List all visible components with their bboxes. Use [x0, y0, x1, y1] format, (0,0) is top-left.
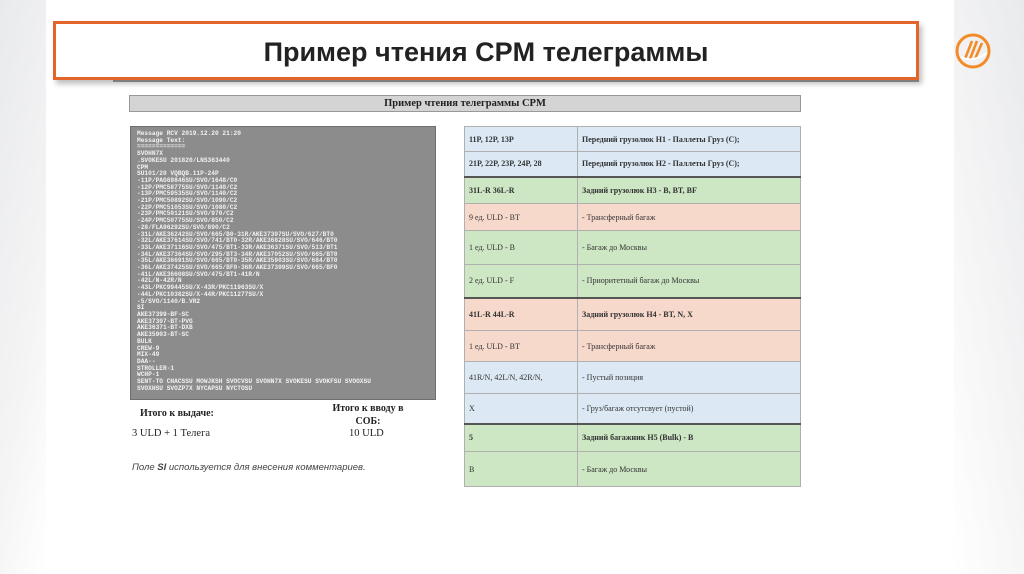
legend-row [465, 424, 801, 452]
aeroflot-logo-icon [955, 33, 991, 69]
legend-row [465, 452, 801, 487]
telegram-line: -13P/PMC59535SU/SVO/1140/C2 [137, 190, 238, 198]
telegram-line: -23P/PMC50121SU/SVO/970/C2 [137, 210, 234, 218]
telegram-line: BULK [137, 337, 152, 345]
legend-row [465, 394, 801, 424]
legend-row [465, 177, 801, 204]
telegram-line: AKE37307-BT-PVG [137, 317, 193, 325]
legend-code: 31L-R 36L-R [465, 177, 578, 204]
telegram-line: STROLLER-1 [137, 364, 175, 372]
cpm-legend-table [464, 126, 801, 487]
telegram-line: SVOXHSU SVOZP7X NYCAPSU NYCTOSU [137, 384, 253, 392]
note-suffix: используется для внесения комментариев. [168, 462, 366, 473]
legend-description: - Трансферный багаж [578, 331, 801, 362]
legend-row [465, 265, 801, 298]
telegram-line: MIX-49 [137, 351, 160, 359]
telegram-line: SU101/20 VQBQB.11P-24P [137, 170, 219, 178]
legend-code: 1 ед. ULD - B [465, 231, 578, 265]
note-prefix: Поле [132, 462, 155, 473]
note-field: SI [157, 462, 167, 473]
legend-code: B [465, 452, 578, 487]
legend-code: 9 ед. ULD - BT [465, 204, 578, 231]
legend-description: - Трансферный багаж [578, 204, 801, 231]
legend-description: Задний грузолюк H3 - B, BT, BF [578, 177, 801, 204]
telegram-line: AKE36371-BT-DXB [137, 324, 193, 332]
telegram-line: -36L/AKE37425SU/SVO/665/BF0-36R/AKE37399SU/SVO/665/BF0 [137, 264, 338, 272]
telegram-line: -33L/AKE37116SU/SVO/475/BT1-33R/AKE36371SU/SVO/513/BT1 [137, 243, 338, 251]
legend-code: 2 ед. ULD - F [465, 265, 578, 298]
input-total-value: 10 ULD [349, 428, 384, 439]
telegram-line: -22P/PMC51053SU/SVO/1080/C2 [137, 203, 238, 211]
input-total-label: Итого к вводу в СОБ: [332, 403, 404, 427]
telegram-line: -31L/AKE36242SU/SVO/665/B0-31R/AKE37307SU/SVO/627/BT0 [137, 230, 334, 238]
legend-description: - Пустый позиция [578, 362, 801, 394]
legend-code: 41L-R 44L-R [465, 298, 578, 331]
telegram-line: .SVOKESU 201820/LNS363440 [137, 156, 230, 164]
slide-title-box [53, 21, 919, 80]
telegram-line: SVOHN7X [137, 150, 163, 158]
telegram-line: -43L/PKC99445SU/X-43R/PKC11963SU/X [137, 284, 264, 292]
telegram-line: Message RCV 2019.12.20 21:20 [137, 130, 241, 137]
issue-total-value: 3 ULD + 1 Телега [132, 428, 211, 439]
telegram-line: -11P/PAG69846SU/SVO/1648/C0 [137, 176, 238, 184]
legend-code: 1 ед. ULD - BT [465, 331, 578, 362]
telegram-line: WCHP-1 [137, 371, 160, 379]
telegram-line: -5/SVO/1140/B.VR2 [137, 297, 201, 305]
telegram-line: -28/FLA96292SU/SVO/890/C2 [137, 223, 230, 231]
legend-row [465, 362, 801, 394]
legend-description: - Багаж до Москвы [578, 452, 801, 487]
legend-description: Передний грузолюк H1 - Паллеты Груз (C); [578, 127, 801, 152]
telegram-line: -42L/N-42R/N [137, 277, 182, 285]
telegram-line: DAA-- [137, 357, 156, 365]
telegram-line: -34L/AKE37364SU/SVO/295/BT3-34R/AKE37052SU/SVO/665/BT0 [137, 250, 338, 258]
telegram-line: -12P/PMC58775SU/SVO/1140/C2 [137, 183, 238, 191]
legend-description: - Груз/багаж отсутсвует (пустой) [578, 394, 801, 424]
legend-description: - Багаж до Москвы [578, 231, 801, 265]
telegram-line: CPM [137, 163, 149, 171]
legend-description: Задний грузолюк H4 - BT, N, X [578, 298, 801, 331]
legend-description: Задний багажник H5 (Bulk) - B [578, 424, 801, 452]
legend-description: - Приоритетный багаж до Москвы [578, 265, 801, 298]
legend-row [465, 231, 801, 265]
telegram-line: -44L/PKC10382SU/X-44R/PKC11277SU/X [137, 290, 264, 298]
legend-description: Передний грузолюк H2 - Паллеты Груз (C); [578, 152, 801, 177]
legend-row [465, 127, 801, 152]
telegram-message-panel [130, 126, 436, 400]
slide-title: Пример чтения CPM телеграммы [263, 37, 709, 67]
telegram-line: SENT-TO CHACSSU MOWJKSH SVOCVSU SVOHN7X SVOKESU SVOKFSU SVOOXSU [137, 378, 371, 386]
telegram-line: -41L/AKE36608SU/SVO/475/BT1-41R/N [137, 270, 260, 278]
telegram-line: -24P/PMC50775SU/SVO/850/C2 [137, 217, 234, 225]
telegram-line: Message Text: [137, 136, 186, 144]
legend-code: 11P, 12P, 13P [465, 127, 578, 152]
telegram-line: -21P/PMC50892SU/SVO/1090/C2 [137, 197, 238, 205]
legend-code: 41R/N, 42L/N, 42R/N, [465, 362, 578, 394]
background-decoration-right [954, 0, 1024, 574]
telegram-line: -35L/AKE36691SU/SVO/665/BT0-35R/AKE35903SU/SVO/684/BT0 [137, 257, 338, 265]
legend-code: 5 [465, 424, 578, 452]
telegram-line: CREW-9 [137, 344, 160, 352]
telegram-line: -32L/AKE37614SU/SVO/741/BT0-32R/AKE36828SU/SVO/646/BT0 [137, 237, 338, 245]
legend-row [465, 152, 801, 177]
issue-total-label: Итого к выдаче: [140, 408, 214, 419]
document-title: Пример чтения телеграммы CPM [129, 95, 801, 112]
legend-code: 21P, 22P, 23P, 24P, 28 [465, 152, 578, 177]
title-underline [113, 80, 919, 82]
legend-code: X [465, 394, 578, 424]
telegram-line: ============= [137, 143, 186, 151]
legend-row [465, 204, 801, 231]
legend-row [465, 331, 801, 362]
telegram-line: AKE35903-BT-SC [137, 331, 189, 339]
si-field-note [132, 462, 366, 473]
telegram-line: SI [137, 304, 145, 312]
legend-row [465, 298, 801, 331]
telegram-line: AKE37399-BF-SC [137, 310, 189, 318]
background-decoration-left [0, 0, 46, 574]
